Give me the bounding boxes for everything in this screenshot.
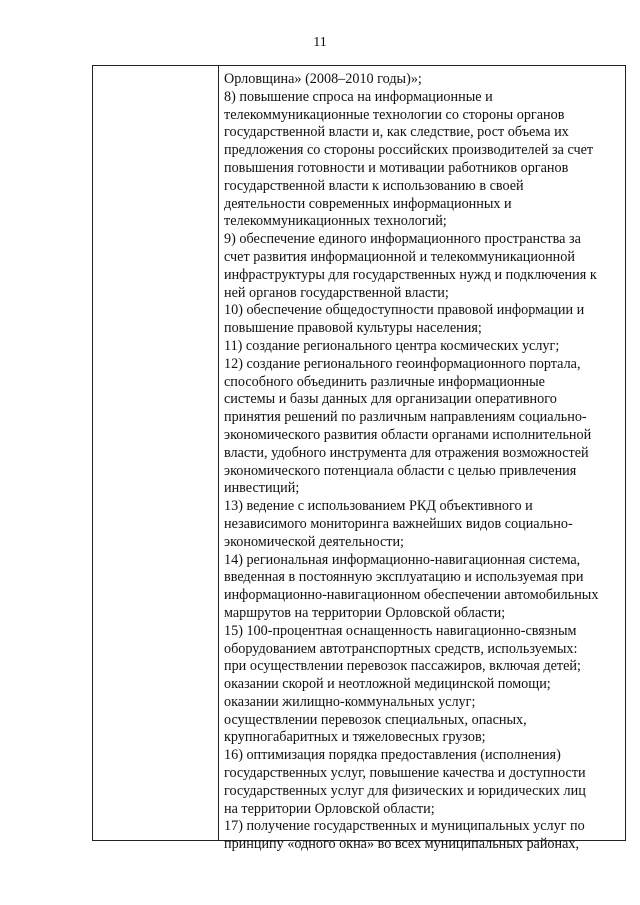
text-line: крупногабаритных и тяжеловесных грузов; [224,729,486,746]
text-line: на территории Орловской области; [224,800,435,817]
text-line: телекоммуникационных технологий; [224,213,447,230]
document-table [92,65,626,853]
text-line: Орловщина» (2008–2010 годы)»; [224,71,422,87]
text-line: телекоммуникационные технологии со стороны органов [224,106,565,123]
text-line: способного объединить различные информационные [224,373,545,390]
text-line: государственных услуг для физических и юридических лиц [224,782,586,799]
text-line: 9) обеспечение единого информационного пространства за [224,231,581,248]
text-line: инвестиций; [224,480,300,497]
text-line: счет развития информационной и телекоммуникационной [224,248,575,265]
text-line: принятия решений по различным направлениям социально- [224,409,587,426]
table-left-cell [93,66,218,840]
text-line: оборудованием автотранспортных средств, используемых: [224,640,578,657]
text-line: маршрутов на территории Орловской области; [224,604,506,621]
text-line: 14) региональная информационно-навигационная система, [224,551,581,568]
text-line: государственной власти и, как следствие, рост объема их [224,124,569,141]
text-line: предложения со стороны российских производителей за счет [224,142,594,159]
text-line: 12) создание регионального геоинформационного портала, [224,355,581,372]
text-line: оказании жилищно-коммунальных услуг; [224,693,476,710]
text-line: экономического развития области органами исполнительной [224,426,592,443]
text-line: экономического потенциала области с целью привлечения [224,462,577,479]
text-line: повышения готовности и мотивации работников органов [224,159,569,176]
text-line: информационно-навигационном обеспечении автомобильных [224,587,599,604]
text-line: деятельности современных информационных и [224,195,512,212]
text-line: при осуществлении перевозок пассажиров, включая детей; [224,658,581,675]
text-line: 8) повышение спроса на информационные и [224,88,493,105]
text-line: экономической деятельности; [224,533,404,550]
page-number: 11 [313,35,327,50]
table-column-divider [218,66,219,840]
text-line: 15) 100-процентная оснащенность навигационно-связным [224,622,577,639]
text-line: независимого мониторинга важнейших видов социально- [224,515,573,532]
text-line: государственных услуг, повышение качества и доступности [224,765,586,782]
text-line: 13) ведение с использованием РКД объективного и [224,498,533,515]
text-line: 17) получение государственных и муниципальных услуг по [224,818,585,835]
text-line: государственной власти к использованию в своей [224,177,524,194]
table-right-cell [224,71,621,853]
text-line: повышение правовой культуры населения; [224,320,482,337]
text-line: принципу «одного окна» во всех муниципальных районах, [224,836,580,853]
text-line: ней органов государственной власти; [224,284,449,301]
text-line: 16) оптимизация порядка предоставления (исполнения) [224,747,561,764]
text-line: системы и базы данных для организации оперативного [224,391,557,408]
text-line: власти, удобного инструмента для отражения возможностей [224,444,589,461]
text-line: осуществлении перевозок специальных, опасных, [224,711,527,728]
text-line: 10) обеспечение общедоступности правовой информации и [224,302,585,319]
text-line: оказании скорой и неотложной медицинской помощи; [224,676,551,693]
text-line: инфраструктуры для государственных нужд и подключения к [224,266,597,283]
text-line: введенная в постоянную эксплуатацию и используемая при [224,569,584,586]
text-line: 11) создание регионального центра космических услуг; [224,337,560,354]
